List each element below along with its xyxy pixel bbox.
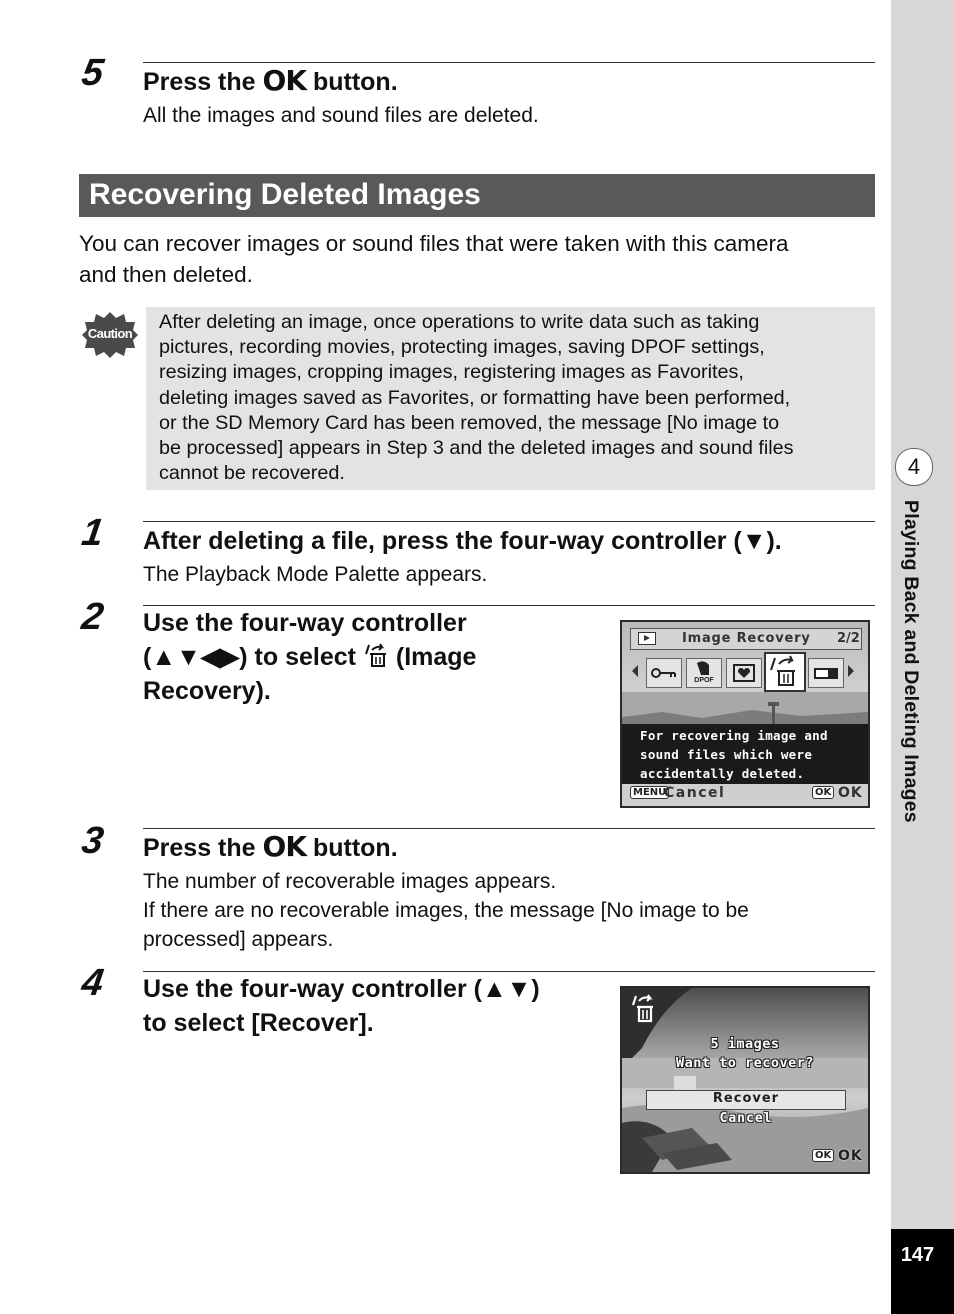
step-4-number: 4 bbox=[79, 962, 107, 1004]
image-recovery-mode-icon bbox=[630, 994, 658, 1024]
palette-left-arrow-icon bbox=[632, 665, 638, 677]
recover-question: Want to recover? bbox=[675, 1055, 815, 1071]
description-line: accidentally deleted. bbox=[640, 766, 805, 781]
caution-line: resizing images, cropping images, registering images as Favorites, bbox=[159, 361, 744, 384]
step-3-heading-post: button. bbox=[306, 834, 398, 862]
step-2-heading-line: Use the four-way controller bbox=[143, 609, 467, 637]
ok-button-glyph: OK bbox=[262, 830, 307, 863]
protect-key-icon bbox=[646, 658, 682, 688]
step-4-heading bbox=[143, 972, 603, 1040]
palette-description bbox=[640, 726, 828, 783]
cancel-option[interactable]: Cancel bbox=[719, 1111, 773, 1126]
step-2-heading bbox=[143, 606, 603, 708]
palette-title: Image Recovery bbox=[682, 631, 811, 646]
step-2-heading-line2a: (▲▼◀▶) to select bbox=[143, 643, 363, 671]
step-1-rule bbox=[143, 521, 875, 522]
step-3-text-line: The number of recoverable images appears. bbox=[143, 870, 557, 893]
step-2-heading-line2b: (Image bbox=[388, 643, 477, 671]
step-5-heading-pre: Press the bbox=[143, 68, 263, 96]
caution-line: be processed] appears in Step 3 and the deleted images and sound files bbox=[159, 437, 794, 460]
step-3-number: 3 bbox=[79, 820, 107, 862]
page-number-box bbox=[891, 1229, 954, 1314]
step-1-number: 1 bbox=[79, 512, 107, 554]
image-recovery-icon bbox=[363, 642, 389, 668]
ok-label: OK bbox=[838, 1148, 863, 1164]
step-5-rule bbox=[143, 62, 875, 63]
ok-label: OK bbox=[838, 785, 863, 801]
chapter-number: 4 bbox=[895, 448, 933, 486]
palette-right-arrow-icon bbox=[848, 665, 854, 677]
palette-page: 2/2 bbox=[837, 631, 860, 646]
ok-button-glyph: OK bbox=[262, 64, 307, 97]
step-3-text-line: processed] appears. bbox=[143, 928, 334, 951]
caution-line: After deleting an image, once operations to write data such as taking bbox=[159, 311, 760, 333]
step-2-number: 2 bbox=[79, 596, 107, 638]
favorites-icon bbox=[726, 658, 762, 688]
camera-screen-recover bbox=[620, 986, 870, 1174]
ok-key: OK bbox=[812, 1149, 834, 1162]
step-2-heading-line: Recovery). bbox=[143, 677, 271, 705]
cancel-label: Cancel bbox=[664, 785, 726, 801]
recover-option[interactable]: Recover bbox=[712, 1091, 780, 1106]
step-5-heading-post: button. bbox=[306, 68, 398, 96]
dpof-icon bbox=[686, 658, 722, 688]
page-number: 147 bbox=[900, 1244, 935, 1266]
chapter-title: Playing Back and Deleting Images bbox=[900, 500, 922, 823]
option-icon bbox=[808, 658, 844, 688]
step-1-heading: After deleting a file, press the four-way controller (▼). bbox=[143, 527, 782, 555]
dpof-label: DPOF bbox=[694, 677, 714, 684]
step-2-heading-line bbox=[143, 640, 603, 674]
menu-key: MENU bbox=[630, 786, 669, 799]
step-3-text bbox=[143, 867, 863, 954]
step-4-heading-line: Use the four-way controller (▲▼) bbox=[143, 975, 540, 1003]
step-5-heading bbox=[143, 64, 398, 99]
step-3-text-line: If there are no recoverable images, the message [No image to be bbox=[143, 899, 749, 922]
caution-line: or the SD Memory Card has been removed, the message [No image to bbox=[159, 411, 780, 434]
step-3-rule bbox=[143, 828, 875, 829]
section-intro bbox=[79, 228, 789, 290]
step-3-heading-pre: Press the bbox=[143, 834, 263, 862]
caution-line: cannot be recovered. bbox=[159, 462, 345, 485]
section-title: Recovering Deleted Images bbox=[89, 178, 481, 211]
step-5-text: All the images and sound files are deleted. bbox=[143, 104, 539, 127]
caution-line: deleting images saved as Favorites, or formatting have been performed, bbox=[159, 386, 791, 409]
caution-text bbox=[159, 310, 867, 486]
caution-badge bbox=[81, 311, 139, 359]
description-line: For recovering image and bbox=[640, 728, 828, 743]
intro-line: and then deleted. bbox=[79, 262, 253, 287]
caution-badge-label: Caution bbox=[87, 326, 133, 341]
camera-screen-palette bbox=[620, 620, 870, 808]
image-recovery-palette-icon[interactable] bbox=[764, 652, 806, 692]
step-3-heading bbox=[143, 830, 398, 865]
ok-key: OK bbox=[812, 786, 834, 799]
step-5-number: 5 bbox=[79, 52, 107, 94]
caution-line: pictures, recording movies, protecting images, saving DPOF settings, bbox=[159, 336, 765, 359]
description-line: sound files which were bbox=[640, 747, 813, 762]
step-4-heading-line: to select [Recover]. bbox=[143, 1009, 374, 1037]
step-1-text: The Playback Mode Palette appears. bbox=[143, 563, 488, 586]
intro-line: You can recover images or sound files that were taken with this camera bbox=[79, 231, 789, 256]
playback-icon bbox=[638, 632, 656, 645]
recover-count: 5 images bbox=[710, 1036, 780, 1052]
screen-background-beach-photo bbox=[622, 988, 868, 1172]
